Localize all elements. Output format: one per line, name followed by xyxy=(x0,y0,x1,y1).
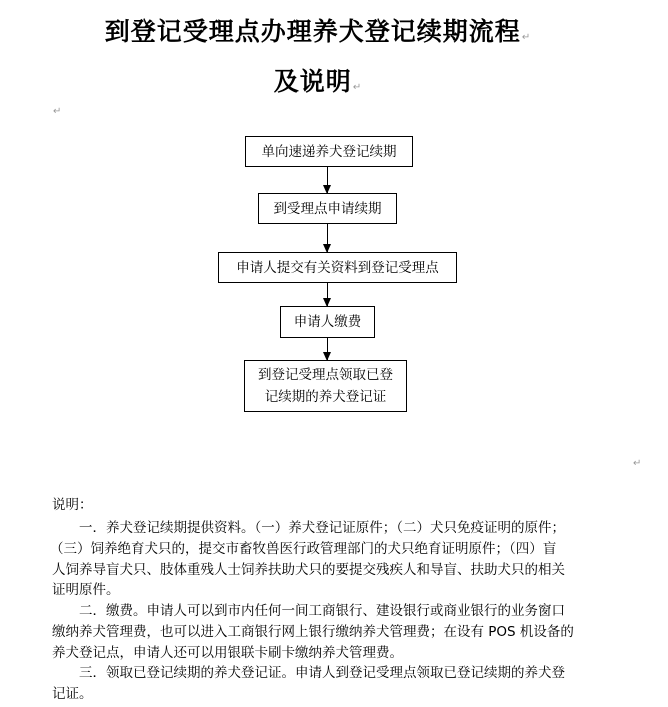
title-text: 及说明 xyxy=(273,67,352,96)
flow-step-label: 到登记受理点领取已登记续期的养犬登记证 xyxy=(258,367,393,405)
document-title-line1 xyxy=(0,12,636,48)
explanation-line: 一．养犬登记续期提供资料。（一）养犬登记证原件；（二）犬只免疫证明的原件； xyxy=(52,520,565,536)
flow-step-label: 单向速递养犬登记续期 xyxy=(261,143,397,160)
flow-arrow-icon xyxy=(327,338,328,360)
paragraph-mark-icon: ↵ xyxy=(53,106,62,117)
document-title-line2 xyxy=(0,62,636,98)
flow-arrow-icon xyxy=(327,224,328,252)
flow-step-3 xyxy=(218,252,457,283)
explanation-line: 养犬登记点，申请人还可以用银联卡刷卡缴纳养犬管理费。 xyxy=(52,645,403,661)
flow-step-2 xyxy=(258,193,397,224)
explanation-line: 证明原件。 xyxy=(52,582,120,598)
explanation-line: 记证。 xyxy=(52,686,93,702)
flow-step-1 xyxy=(245,136,413,167)
flow-step-5 xyxy=(244,360,407,412)
flow-arrow-icon xyxy=(327,283,328,306)
flow-step-label: 申请人缴费 xyxy=(293,314,362,330)
explanation-line: 三．领取已登记续期的养犬登记证。申请人到登记受理点领取已登记续期的养犬登 xyxy=(52,665,565,681)
explanation-line: （三）饲养绝育犬只的，提交市畜牧兽医行政管理部门的犬只绝育证明原件；（四）盲 xyxy=(50,541,557,557)
flow-step-label: 到受理点申请续期 xyxy=(273,200,382,217)
paragraph-mark-icon: ↵ xyxy=(352,82,363,93)
title-text: 到登记受理点办理养犬登记续期流程 xyxy=(104,17,521,46)
explanation-heading: 说明： xyxy=(52,497,93,513)
explanation-line: 二．缴费。申请人可以到市内任何一间工商银行、建设银行或商业银行的业务窗口 xyxy=(52,603,565,619)
flow-arrow-icon xyxy=(327,167,328,193)
paragraph-mark-icon: ↵ xyxy=(521,32,532,43)
flow-step-label: 申请人提交有关资料到登记受理点 xyxy=(236,259,439,276)
flow-step-4 xyxy=(280,306,375,338)
paragraph-mark-icon: ↵ xyxy=(633,458,642,469)
explanation-line: 缴纳养犬管理费，也可以进入工商银行网上银行缴纳养犬管理费；在设有 POS 机设备的 xyxy=(52,624,574,640)
explanation-line: 人饲养导盲犬只、肢体重残人士饲养扶助犬只的要提交残疾人和导盲、扶助犬只的相关 xyxy=(52,562,565,578)
